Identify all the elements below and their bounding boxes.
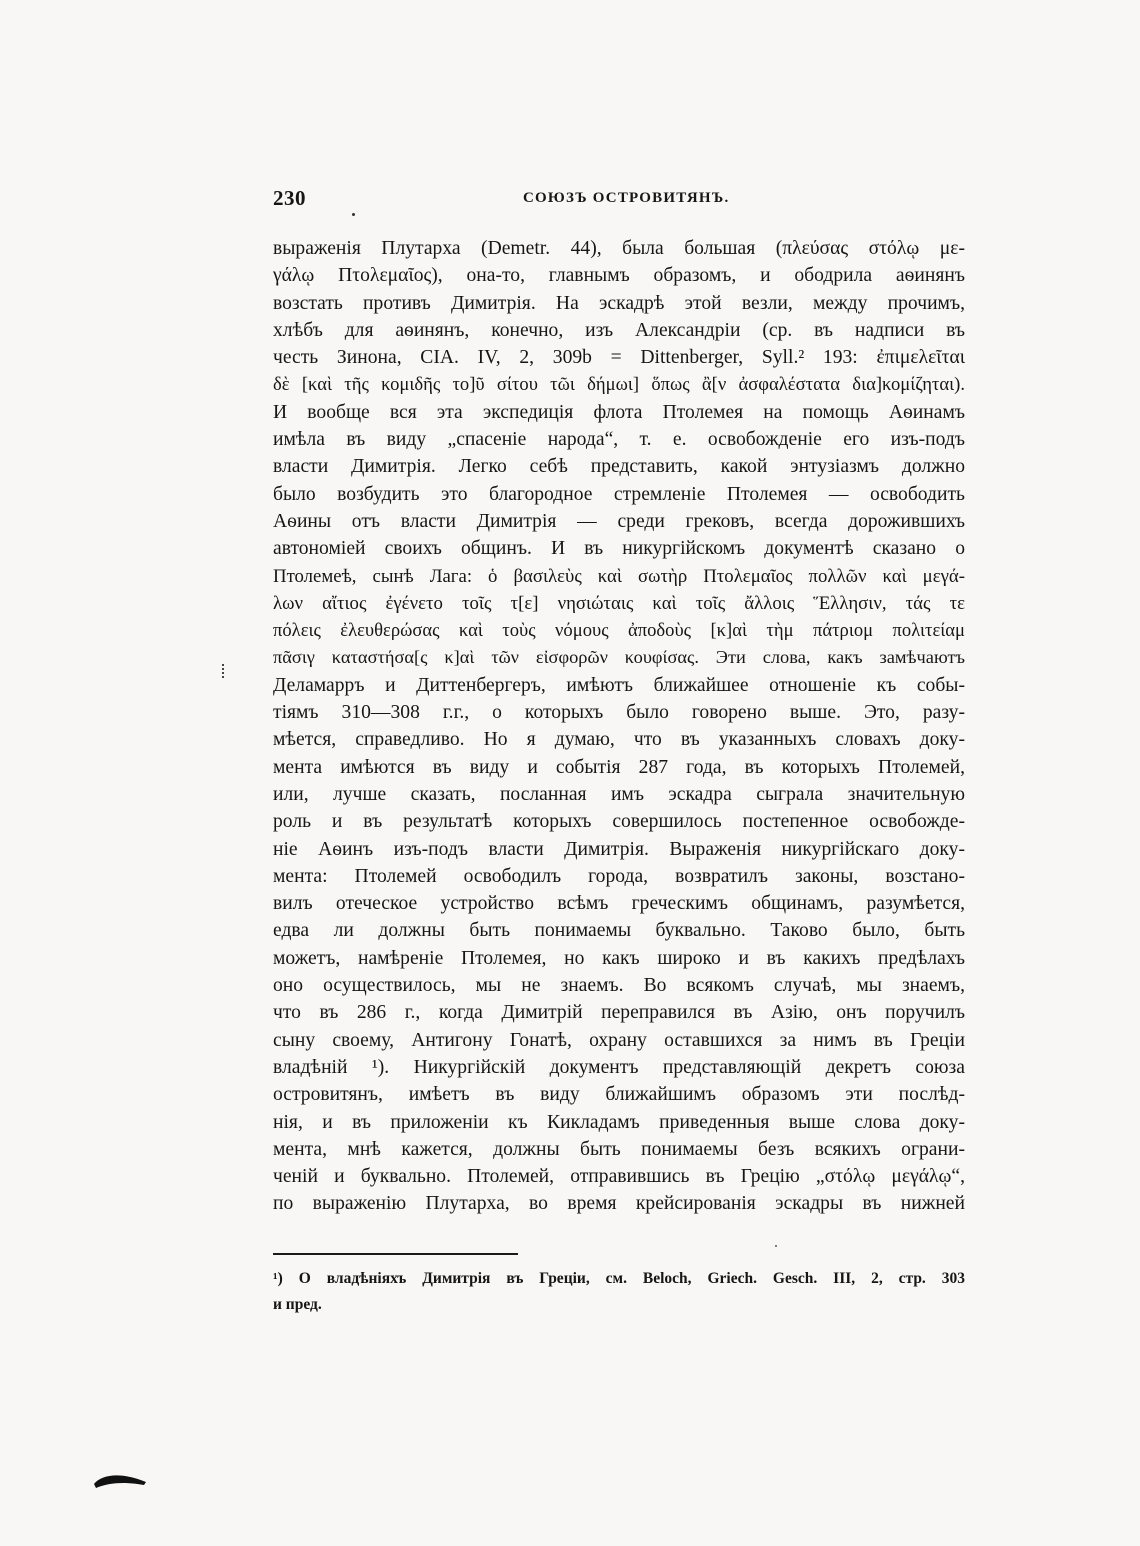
text-line: Птолемеѣ, сынѣ Лага: ὁ βασιλεὺς καὶ σωτὴρ Πτολεμαῖος πολλῶν καὶ μεγά- xyxy=(273,565,965,587)
text-line: власти Димитрія. Легко себѣ представить, какой энтузіазмъ должно xyxy=(273,456,965,478)
footnote-line: и пред. xyxy=(273,1296,322,1313)
text-line: λων αἴτιος ἐγένετο τοῖς τ[ε] νησιώταις καὶ τοῖς ἄλλοις Ἕλλησιν, τάς τε xyxy=(273,592,965,614)
body-text xyxy=(273,235,965,1218)
text-line: выраженія Плутарха (Demetr. 44), была большая (πλεύσας στόλῳ με- xyxy=(273,238,965,259)
text-line: честь Зинона, CIA. IV, 2, 309b = Dittenberger, Syll.² 193: ἐπιμελεῖται xyxy=(273,347,965,369)
text-line: островитянъ, имѣетъ въ виду ближайшимъ образомъ эти послѣд- xyxy=(273,1084,965,1106)
text-line: И вообще вся эта экспедиція флота Птолемея на помощь Аѳинамъ xyxy=(273,401,965,423)
text-line: нія, и въ приложеніи къ Кикладамъ приведенныя выше слова доку- xyxy=(273,1111,965,1133)
text-line: автономіей своихъ общинъ. И въ никургійскомъ документѣ сказано о xyxy=(273,538,965,560)
text-line: ніе Аѳинъ изъ-подъ власти Димитрія. Выраженія никургійскаго доку- xyxy=(273,838,965,860)
text-line: Деламарръ и Диттенбергеръ, имѣютъ ближайшее отношеніе къ собы- xyxy=(273,674,965,696)
text-line: возстать противъ Димитрія. На эскадрѣ этой везли, между прочимъ, xyxy=(273,292,965,314)
text-line: мѣется, справедливо. Но я думаю, что въ указанныхъ словахъ доку- xyxy=(273,729,965,751)
page-header xyxy=(273,186,965,216)
footnote xyxy=(273,1266,965,1318)
text-line: πόλεις ἐλευθερώσας καὶ τοὺς νόμους ἀποδοὺς [κ]αὶ τὴμ πάτριομ πολιτείαμ xyxy=(273,620,965,642)
page-number: 230 xyxy=(273,186,306,210)
running-title: СОЮЗЪ ОСТРОВИТЯНЪ. xyxy=(523,190,730,206)
text-line: δὲ [καὶ τῆς κομιδῆς το]ῦ σίτου τῶι δήμωι] ὅπως ἂ[ν ἀσφαλέστατα δια]κομίζηται). xyxy=(273,374,965,396)
page-edge-mark xyxy=(92,1470,148,1490)
text-line: было возбудить это благородное стремленіе Птолемея — освободить xyxy=(273,483,965,505)
text-line: имѣла въ виду „спасеніе народа“, т. е. освобожденіе его изъ-подъ xyxy=(273,429,965,451)
text-line: роль и въ результатѣ которыхъ совершилось постепенное освобожде- xyxy=(273,811,965,833)
print-speck xyxy=(352,213,355,216)
text-line: едва ли должны быть понимаемы буквально. Таково было, быть xyxy=(273,920,965,942)
text-line: πᾶσιγ καταστήσα[ς κ]αὶ τῶν εἰσφορῶν κουφίσας. Эти слова, какъ замѣчаютъ xyxy=(273,647,965,668)
footnote-line: ¹) О владѣніяхъ Димитрія въ Греціи, см. Beloch, Griech. Gesch. III, 2, стр. 303 xyxy=(273,1270,965,1287)
text-line: можетъ, намѣреніе Птолемея, но какъ широко и въ какихъ предѣлахъ xyxy=(273,947,965,969)
text-line: вилъ отеческое устройство всѣмъ греческимъ общинамъ, разумѣется, xyxy=(273,893,965,915)
text-line: γάλῳ Πτολεμαῖος), она-то, главнымъ образомъ, и ободрила аѳинянъ xyxy=(273,265,965,287)
text-line: мента имѣются въ виду и событія 287 года, въ которыхъ Птолемей, xyxy=(273,756,965,778)
text-line: что въ 286 г., когда Димитрій переправился въ Азію, онъ поручилъ xyxy=(273,1002,965,1024)
text-line: мента: Птолемей освободилъ города, возвратилъ законы, возстано- xyxy=(273,865,965,887)
margin-mark xyxy=(222,664,227,678)
text-line: или, лучше сказать, посланная имъ эскадра сыграла значительную xyxy=(273,783,965,805)
text-line: Аѳины отъ власти Димитрія — среди грековъ, всегда дорожившихъ xyxy=(273,510,965,532)
text-line: хлѣбъ для аѳинянъ, конечно, изъ Александріи (ср. въ надписи въ xyxy=(273,319,965,341)
text-line: владѣній ¹). Никургійскій документъ представляющій декретъ союза xyxy=(273,1056,965,1078)
print-speck xyxy=(775,1245,777,1247)
text-line: сыну своему, Антигону Гонатѣ, охрану оставшихся за нимъ въ Греціи xyxy=(273,1029,965,1051)
text-line: тіямъ 310—308 г.г., о которыхъ было говорено выше. Это, разу- xyxy=(273,702,965,724)
text-line: мента, мнѣ кажется, должны быть понимаемы безъ всякихъ ограни- xyxy=(273,1138,965,1160)
text-line: по выраженію Плутарха, во время крейсированія эскадры въ нижней xyxy=(273,1193,965,1215)
text-line: оно осуществилось, мы не знаемъ. Во всякомъ случаѣ, мы знаемъ, xyxy=(273,975,965,997)
text-line: ченій и буквально. Птолемей, отправившись въ Грецію „στόλῳ μεγάλῳ“, xyxy=(273,1166,965,1188)
footnote-rule xyxy=(273,1253,518,1255)
